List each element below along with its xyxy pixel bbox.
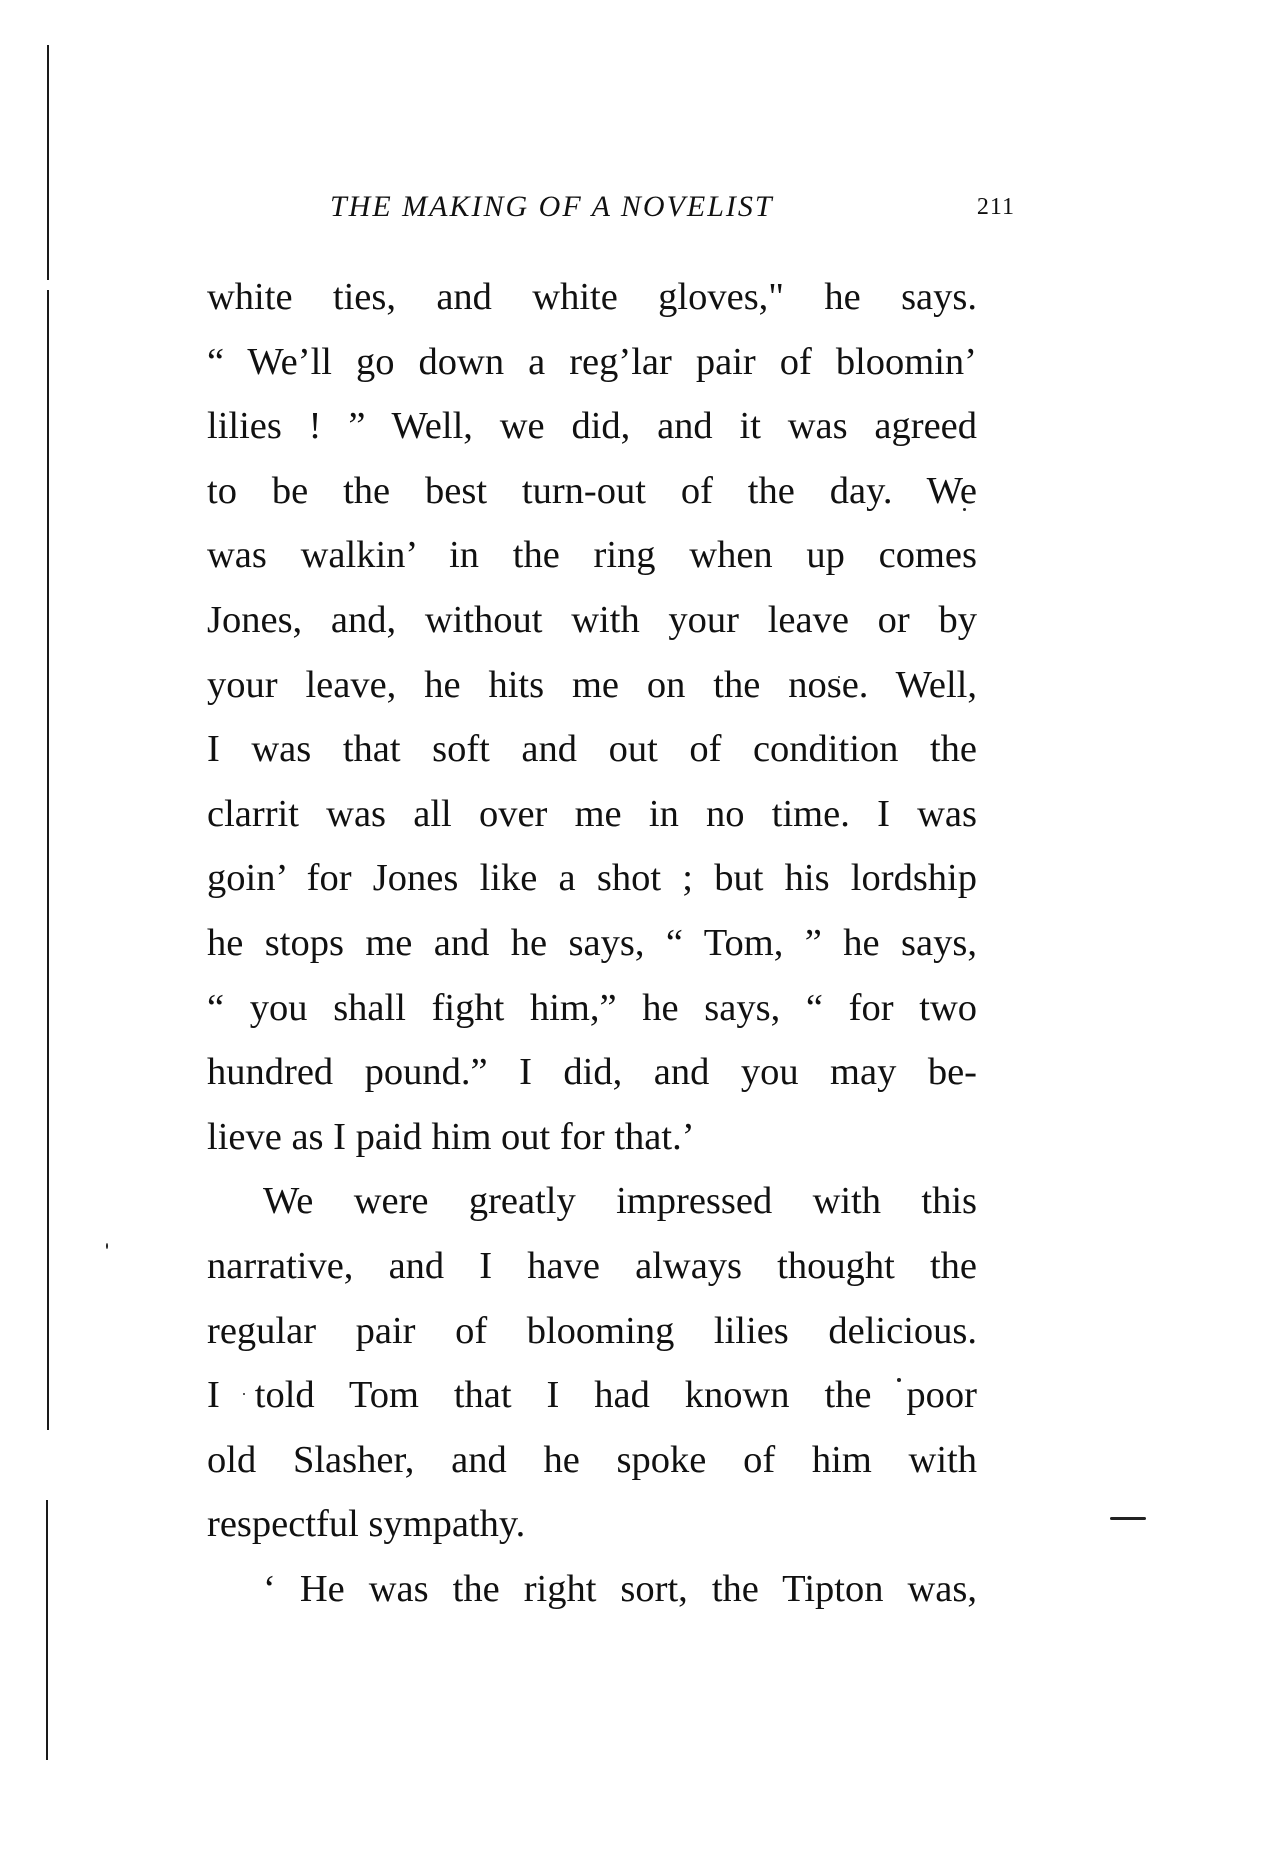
text-line: he stops me and he says, “ Tom, ” he says, xyxy=(207,921,977,964)
running-title: THE MAKING OF A NOVELIST xyxy=(330,190,774,223)
binding-edge-line xyxy=(47,45,49,280)
binding-edge-line xyxy=(46,1500,48,1760)
text-line: old Slasher, and he spoke of him with xyxy=(207,1438,977,1481)
text-line: hundred pound.” I did, and you may be- xyxy=(207,1051,977,1094)
text-line: lilies ! ” Well, we did, and it was agreed xyxy=(207,405,977,448)
text-line: I told Tom that I had known the poor xyxy=(207,1374,977,1417)
text-line: We were greatly impressed with this xyxy=(263,1180,977,1223)
text-line: goin’ for Jones like a shot ; but his lordship xyxy=(207,857,977,900)
text-line: narrative, and I have always thought the xyxy=(207,1244,977,1287)
text-line: was walkin’ in the ring when up comes xyxy=(207,534,977,577)
text-line: respectful sympathy. xyxy=(207,1503,526,1546)
text-line: white ties, and white gloves," he says. xyxy=(207,276,977,318)
binding-edge-line xyxy=(47,290,49,1430)
body-text xyxy=(207,265,977,1621)
scan-speck xyxy=(106,1243,108,1249)
page-number: 211 xyxy=(976,194,1015,220)
scan-mark xyxy=(1110,1517,1146,1520)
text-line: “ you shall fight him,” he says, “ for two xyxy=(207,986,977,1029)
text-line: to be the best turn-out of the day. We xyxy=(207,469,977,512)
text-line: your leave, he hits me on the nose. Well, xyxy=(207,663,977,706)
text-line: “ We’ll go down a reg’lar pair of bloomin’ xyxy=(207,340,977,383)
running-head xyxy=(205,190,1035,230)
text-line: regular pair of blooming lilies delicious. xyxy=(207,1309,977,1352)
text-line: lieve as I paid him out for that.’ xyxy=(207,1115,695,1158)
text-line: clarrit was all over me in no time. I was xyxy=(207,792,977,835)
text-line: ‘ He was the right sort, the Tipton was, xyxy=(263,1567,977,1610)
text-line: I was that soft and out of condition the xyxy=(207,728,977,771)
text-line: Jones, and, without with your leave or by xyxy=(207,598,977,641)
